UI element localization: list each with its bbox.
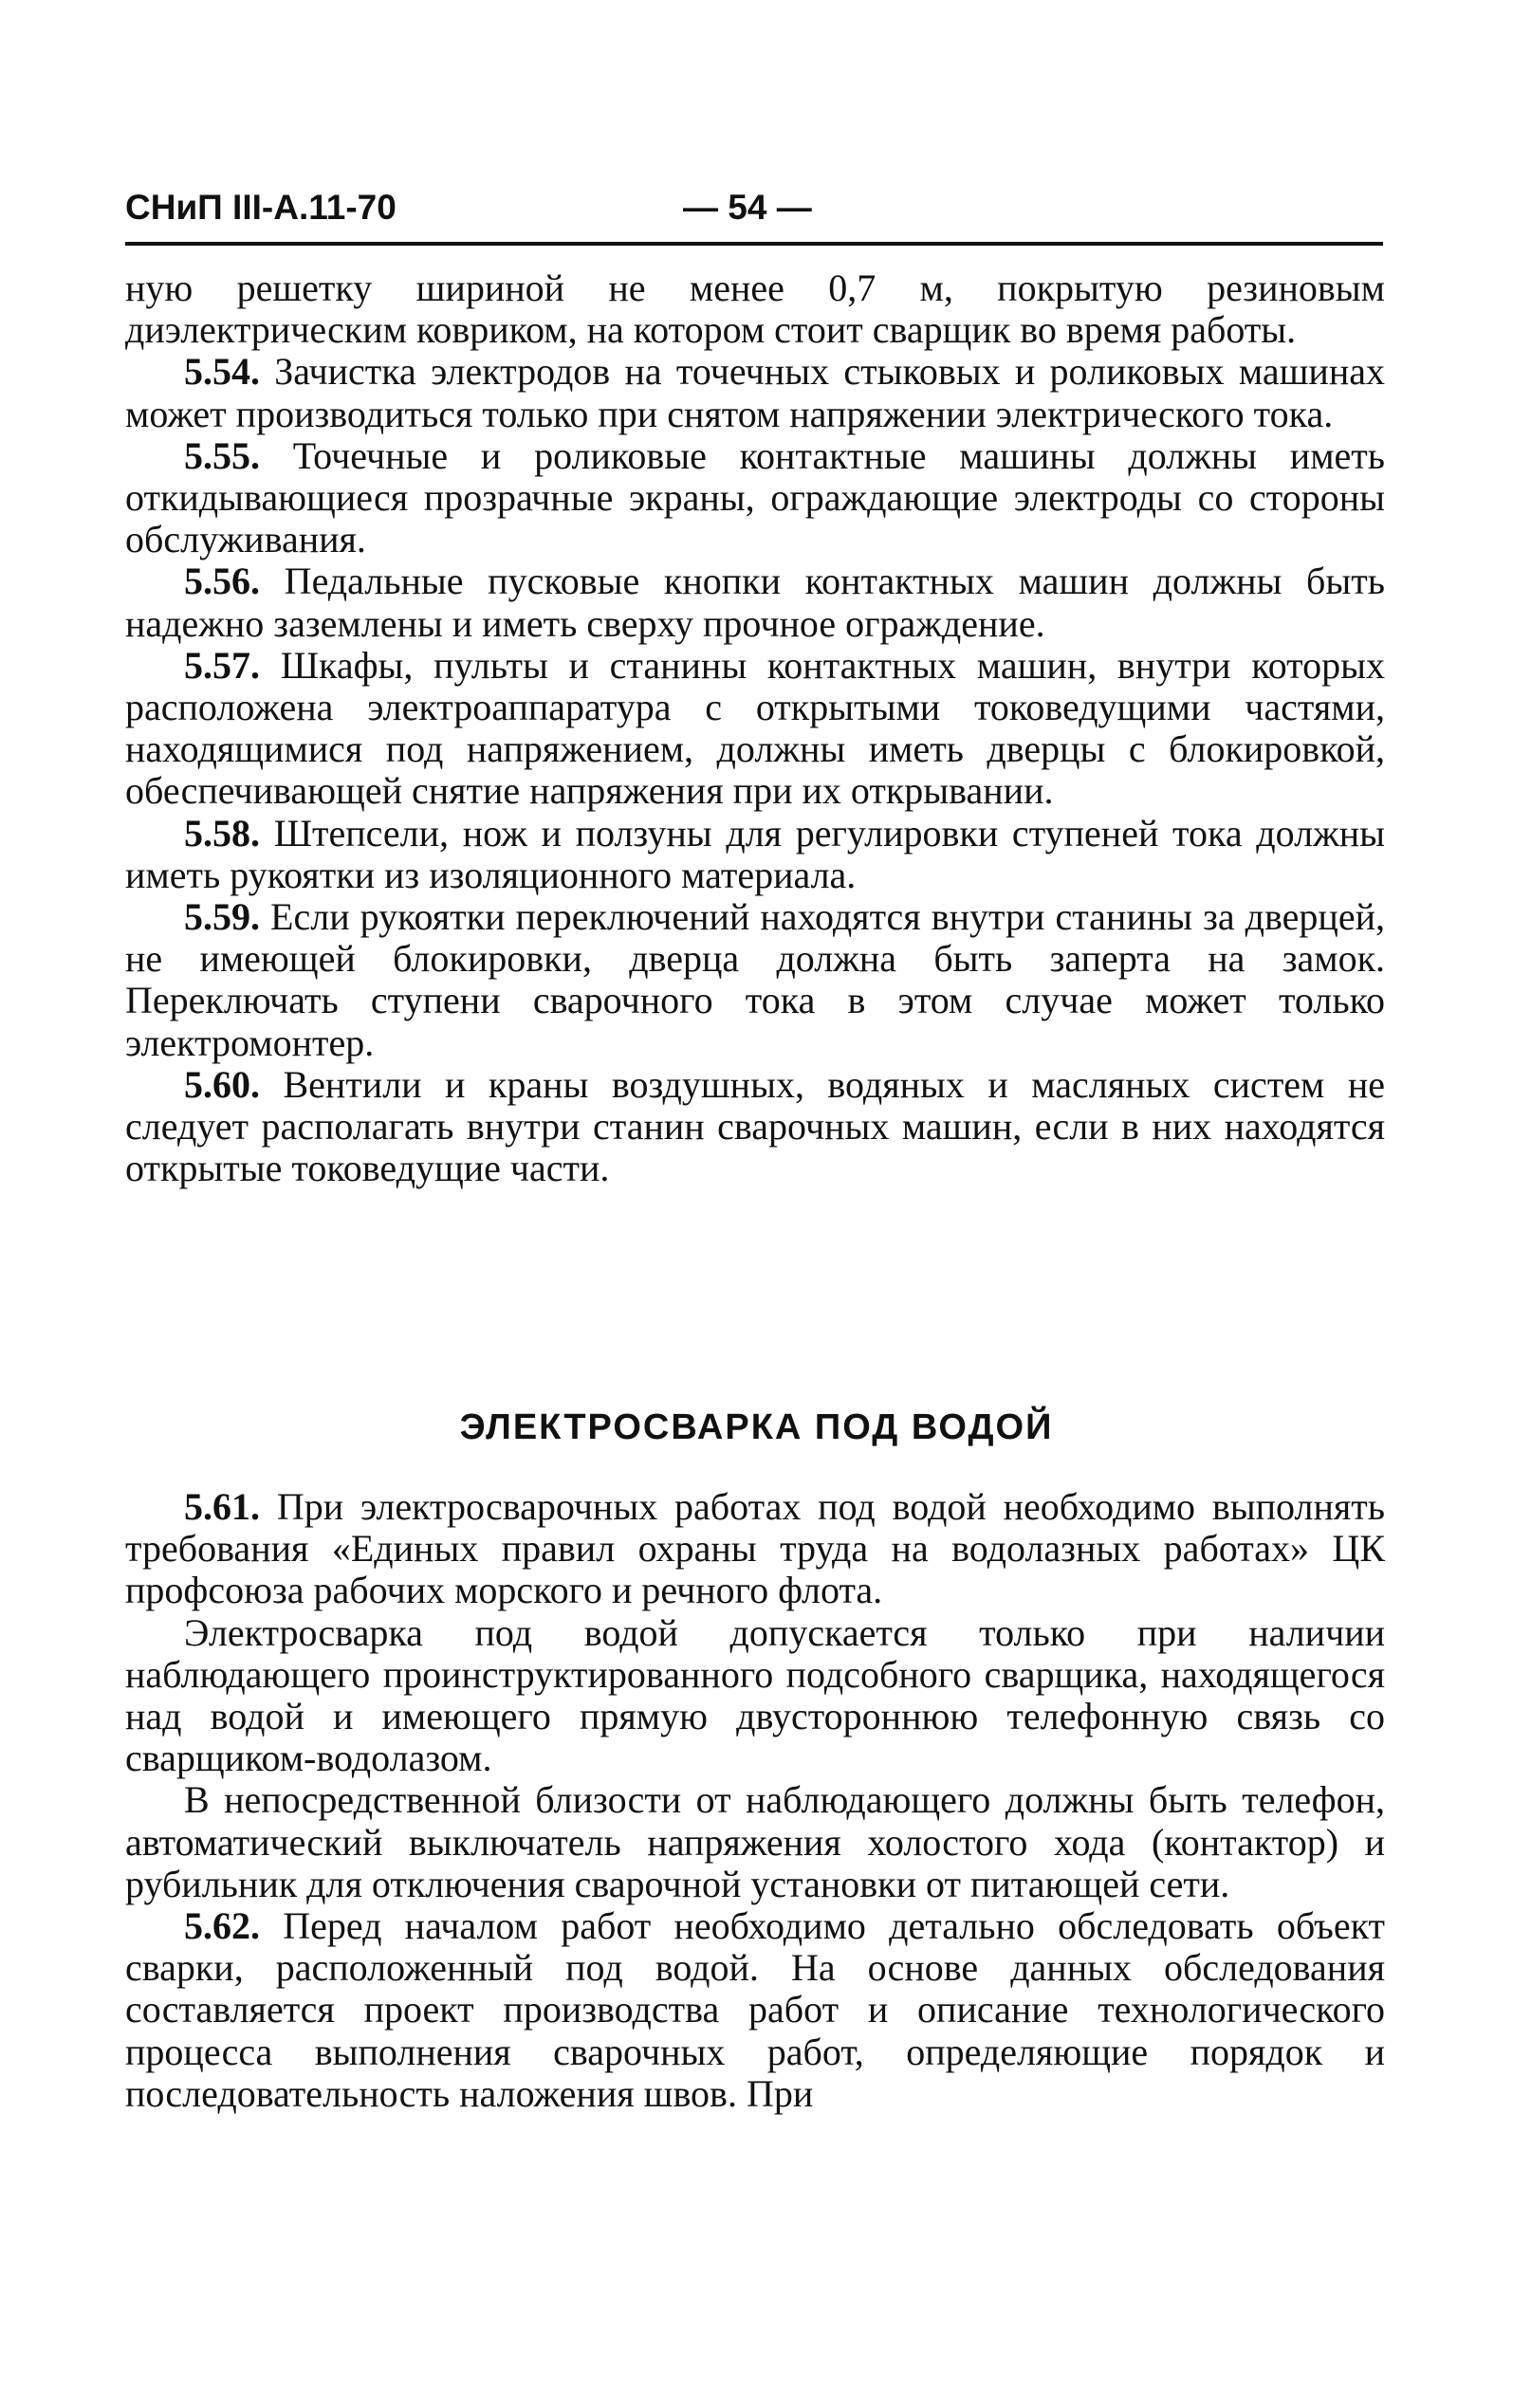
paragraph-5-60 bbox=[125, 1064, 1385, 1190]
clause-number: 5.56. bbox=[184, 560, 260, 603]
paragraph-text: Если рукоятки переключений находятся внутри станины за дверцей, не имеющей блокировки, дверца должна быть заперта на замок. Переключать ступени сварочного тока в этом случае может только электромонтер. bbox=[125, 895, 1385, 1064]
clause-number: 5.54. bbox=[184, 350, 260, 394]
paragraph-text: Точечные и роликовые контактные машины должны иметь откидывающиеся прозрачные экраны, ограждающие электроды со стороны обслуживания. bbox=[125, 433, 1385, 561]
paragraph-text: В непосредственной близости от наблюдающего должны быть телефон, автоматический выключатель напряжения холостого хода (контактор) и рубильник для отключения сварочной установки от питающей сети. bbox=[125, 1778, 1385, 1905]
paragraph-5-54 bbox=[125, 351, 1385, 434]
paragraph bbox=[125, 1779, 1385, 1905]
paragraph-5-55 bbox=[125, 435, 1385, 561]
page-header bbox=[125, 188, 1387, 245]
header-rule bbox=[125, 242, 1383, 246]
body-text-top bbox=[125, 267, 1385, 1189]
section-heading: ЭЛЕКТРОСВАРКА ПОД ВОДОЙ bbox=[459, 1407, 1054, 1447]
paragraph-5-56 bbox=[125, 561, 1385, 644]
paragraph-text: Вентили и краны воздушных, водяных и масляных систем не следует располагать внутри станин сварочных машин, если в них находятся открытые токоведущие части. bbox=[125, 1062, 1385, 1190]
paragraph-text: Зачистка электродов на точечных стыковых и роликовых машинах может производиться только при снятом напряжении электрического тока. bbox=[125, 350, 1385, 435]
clause-number: 5.57. bbox=[184, 643, 260, 687]
paragraph-text: Перед началом работ необходимо детально обследовать объект сварки, расположенный под водой. На основе данных обследования составляется проект производства работ и описание технологического процесса выполнения сварочных работ, определяющие порядок и последовательность наложения швов. При bbox=[125, 1904, 1385, 2115]
clause-number: 5.61. bbox=[184, 1485, 260, 1528]
body-text-bottom bbox=[125, 1486, 1385, 2115]
paragraph-text: При электросварочных работах под водой необходимо выполнять требования «Единых правил охраны труда на водолазных работах» ЦК профсоюза рабочих морского и речного флота. bbox=[125, 1485, 1385, 1612]
paragraph-text: Шкафы, пульты и станины контактных машин, внутри которых расположена электроаппаратура с открытыми токоведущими частями, находящимися под напряжением, должны иметь дверцы с блокировкой, обеспечивающей снятие напряжения при их открывании. bbox=[125, 643, 1385, 813]
clause-number: 5.59. bbox=[184, 895, 260, 939]
clause-number: 5.62. bbox=[184, 1904, 260, 1948]
paragraph-5-59 bbox=[125, 896, 1385, 1064]
paragraph-text: Педальные пусковые кнопки контактных машин должны быть надежно заземлены и иметь сверху прочное ограждение. bbox=[125, 560, 1385, 645]
paragraph-text: ную решетку шириной не менее 0,7 м, покрытую резиновым диэлектрическим ковриком, на котором стоит сварщик во время работы. bbox=[125, 267, 1385, 352]
paragraph-5-62 bbox=[125, 1905, 1385, 2115]
paragraph-5-61 bbox=[125, 1486, 1385, 1612]
document-code: СНиП III-А.11-70 bbox=[125, 188, 397, 227]
paragraph-text: Штепсели, нож и ползуны для регулировки ступеней тока должны иметь рукоятки из изоляционного материала. bbox=[125, 811, 1385, 896]
paragraph-5-58 bbox=[125, 813, 1385, 896]
page-number: — 54 — bbox=[683, 188, 812, 227]
paragraph bbox=[125, 1612, 1385, 1780]
paragraph bbox=[125, 267, 1385, 351]
paragraph-5-57 bbox=[125, 645, 1385, 813]
paragraph-text: Электросварка под водой допускается только при наличии наблюдающего проинструктированного подсобного сварщика, находящегося над водой и имеющего прямую двустороннюю телефонную связь со сварщиком-водолазом. bbox=[125, 1610, 1385, 1780]
clause-number: 5.60. bbox=[184, 1062, 260, 1106]
clause-number: 5.55. bbox=[184, 433, 260, 477]
clause-number: 5.58. bbox=[184, 811, 260, 855]
